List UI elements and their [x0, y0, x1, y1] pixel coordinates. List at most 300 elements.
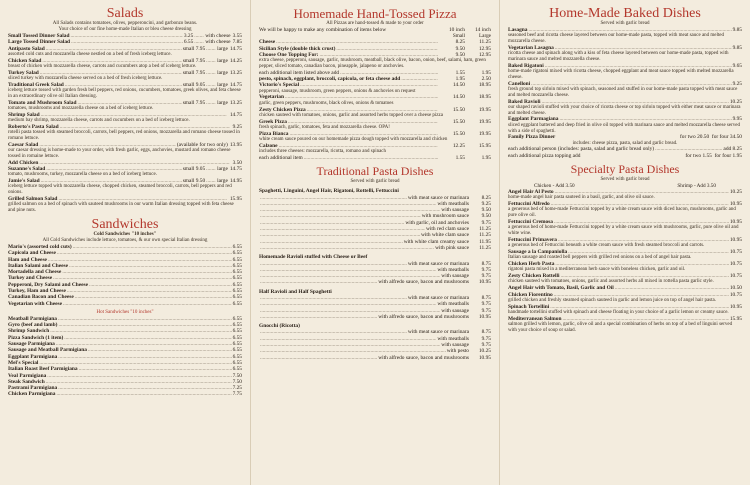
- gnocchi-list: [259, 329, 491, 360]
- menu-option-name: with alfredo sauce, bacon and mushrooms: [378, 313, 469, 320]
- pizza-large-price: 19.95: [478, 130, 491, 137]
- dot-leader: [307, 107, 438, 113]
- pizza-small-price: 12.25: [452, 142, 465, 149]
- menu-item-price: 6.55: [232, 250, 242, 257]
- hot-sandwiches-title: Hot Sandwiches "10 inches": [96, 309, 154, 315]
- menu-item-name: Spinach Tortellini: [508, 303, 550, 310]
- menu-item-price: 6.55: [232, 353, 242, 360]
- cold-sandwiches-title: Cold Sandwiches "10 inches": [93, 231, 157, 237]
- salad-name: Traditional Greek Salad: [8, 81, 64, 88]
- menu-option-price: 9.75: [481, 266, 491, 273]
- add-chicken: Chicken - Add 3.50: [534, 183, 575, 190]
- salad-name: Shrimp Salad: [8, 111, 40, 118]
- menu-item-name: Sausage Parmigiana: [8, 341, 55, 348]
- menu-item-price: 6.55: [232, 347, 242, 354]
- family-extra-topping-four: for four 1.95: [714, 152, 742, 159]
- menu-item-desc: home-made rigatoni mixed with ricotta cheese, chopped eggplant and meat sauce topped with melted mozzarella cheese.: [508, 69, 734, 80]
- menu-item-price: 7.75: [232, 391, 242, 398]
- menu-item-desc: our shaped ravioli stuffed with your choice of ricotta cheese or top sirloin topped with either meat sauce or marinara and melted cheese.: [508, 104, 741, 116]
- menu-option-name: with meat sauce or marinara: [407, 329, 469, 336]
- salad-extra: large: [217, 69, 228, 76]
- salads-subtitle-2: Your choice of our fine home-made Italian or bleu cheese dressing: [58, 27, 192, 32]
- menu-item-price: 10.25: [729, 189, 742, 196]
- pasta-subtitle: Served with garlic bread: [350, 179, 400, 185]
- menu-option-name: with meatballs: [437, 200, 469, 207]
- menu-item-desc: grilled chicken and freshly steamed spinach sauteed in garlic and lemon juice on top of angel hair pasta.: [508, 297, 716, 303]
- salad-desc: tomatoes, mushrooms and mozzarella cheese on a bed of iceberg lettuce.: [8, 106, 154, 112]
- pizza-name: Choose One Topping For:: [259, 51, 319, 58]
- menu-item-name: Pizza Sandwich (1 item): [8, 334, 64, 341]
- hot-sandwiches-list: [8, 316, 242, 398]
- pizza-name: Zesty Chicken Pizza: [259, 106, 306, 113]
- menu-item-name: Baked Ravioli: [508, 98, 541, 105]
- menu-item-desc: sliced eggplant battered and deep fried in olive oil topped with marinara sauce and melted mozzarella cheese served with a side of spaghetti.: [508, 122, 740, 134]
- salad-extra-price: 14.95: [229, 178, 242, 185]
- menu-item-name: Fettuccini Cremosa: [508, 219, 553, 226]
- menu-item-name: Turkey, Ham and Cheese: [8, 287, 66, 294]
- pizza-small-price: 8.25: [455, 39, 465, 46]
- menu-item-desc: a generous bed of home-made Fettuccini topped by a white cream sauce with mushrooms, garlic, pure olive oil and white wine.: [508, 225, 739, 237]
- specialty-list: [508, 189, 742, 334]
- menu-item-desc: Italian sausage and roasted bell peppers with grilled red onions on a bed of angel hair pasta.: [508, 255, 692, 261]
- pizza-small-price: 14.50: [452, 82, 465, 89]
- salad-desc: rotelli pasta tossed with steamed broccoli, carrots, bell peppers, red onions, mozzarella and romano cheese tossed in romano lettuce.: [8, 130, 240, 142]
- salad-extra: with cheese: [205, 33, 231, 39]
- dot-leader: [542, 99, 729, 105]
- pizza-small-price: 9.50: [455, 51, 465, 58]
- menu-item-price: 6.55: [232, 287, 242, 294]
- menu-option-name: with pink sauce: [435, 244, 469, 251]
- menu-option-price: 11.95: [479, 238, 491, 245]
- salad-extra-price: 14.75: [229, 81, 242, 88]
- menu-item-name: Sausage a la Campaniolla: [508, 249, 568, 255]
- menu-item-price: 9.85: [732, 44, 742, 51]
- menu-item-price: 6.55: [232, 256, 242, 263]
- salad-extra-price: 13.25: [229, 99, 242, 106]
- menu-option-name: with meat sauce or marinara: [407, 260, 469, 267]
- menu-item-desc: ricotta cheese and spinach along with a kiss of feta cheese layered between our home-made pasta, topped with marinara sauce and melted mozzarella cheese.: [508, 51, 729, 62]
- salad-name: Grilled Salmon Salad: [8, 196, 58, 203]
- menu-option-price: 9.50: [481, 207, 491, 214]
- pizza-small-price: 14.50: [452, 94, 465, 101]
- salad-name: Antipasto Salad: [8, 45, 45, 52]
- menu-option-name: with pesto: [446, 348, 469, 355]
- salad-name: Caesar Salad: [8, 141, 39, 148]
- pizza-desc: garlic, green peppers, mushrooms, black olives, onions & tomatoes: [259, 100, 394, 106]
- salad-extra: large: [217, 178, 228, 185]
- menu-item-price: 6.55: [232, 315, 242, 322]
- menu-option-name: with meatballs: [437, 266, 469, 273]
- menu-item-name: Gyro (beef and lamb): [8, 322, 58, 329]
- menu-item-price: 10.75: [729, 291, 742, 298]
- ravioli-heading: Homemade Ravioli stuffed with Cheese or Beef: [259, 254, 368, 261]
- menu-item-desc: handmade tortellini stuffed with spinach and cheese floating in your choice of a garlic lemon or creamy sauce.: [508, 309, 729, 315]
- spaghetti-heading: Spaghetti, Linguini, Angel Hair, Rigatoni, Rottelli, Fettuccini: [259, 188, 399, 195]
- pizza-name: pesto, spinach, eggplant, broccoli, capicola, or feta cheese add: [259, 76, 401, 83]
- dot-leader: [206, 70, 216, 76]
- menu-item-price: 10.95: [729, 201, 742, 208]
- menu-item: [508, 292, 742, 298]
- specialty-subtitle: Served with garlic bread: [600, 177, 650, 183]
- pizza-subtitle: All Pizzas are hand-tossed & made to your order: [326, 21, 424, 26]
- pizza-size-small-inch: 10 inch: [448, 27, 465, 33]
- spaghetti-list: [259, 195, 491, 252]
- menu-option-price: 8.75: [481, 329, 491, 336]
- dot-leader: [260, 279, 377, 285]
- half-ravioli-list: [259, 295, 491, 320]
- menu-item-name: Vegetarian Lasagna: [508, 44, 554, 51]
- sandwiches-title: Sandwiches: [91, 216, 159, 232]
- pizza-item: [259, 155, 491, 161]
- menu-item-price: 10.95: [729, 219, 742, 226]
- salad-name: Tomato and Mushroom Salad: [8, 99, 77, 106]
- add-shrimp: Shrimp - Add 3.50: [677, 183, 716, 190]
- salad-desc: tomato, mushrooms, turkey, mozzarella cheese on a bed of iceberg lettuce.: [8, 172, 157, 178]
- menu-item-desc: fresh ground top sirloin mixed with spinach, seasoned and stuffed in our home-made pasta topped with meat sauce and melted mozzarella cheese.: [508, 86, 738, 98]
- pizza-desc: fresh spinach, garlic, tomatoes, feta and mozzarella cheese. OPA!: [259, 124, 390, 130]
- salad-price: small 7.95: [182, 69, 206, 76]
- menu-item-name: Chicken Herb Pasta: [508, 261, 555, 268]
- pizza-desc: extra cheese, pepperoni, sausage, garlic, mushroom, meatball, black olive, bacon, onion, beef, salami, ham, green pepper, sliced tomato, canadian bacon, pineapple, jalapeno or anchovies.: [259, 58, 486, 69]
- menu-item-name: Meatball Parmigiana: [8, 315, 57, 322]
- family-dinner-row: [508, 134, 742, 140]
- pizza-name: Cheese: [259, 39, 276, 46]
- pizza-name: Pizza Bianca: [259, 130, 289, 137]
- pizza-name: Sicilian Style (double thick crust): [259, 45, 336, 52]
- pizza-small-price: 15.50: [452, 118, 465, 125]
- pizza-large-price: 15.95: [478, 142, 491, 149]
- menu-option-price: 11.25: [479, 226, 491, 233]
- menu-item-name: Italian Salami and Cheese: [8, 262, 69, 269]
- family-extra-person: each additional person (includes: pasta, salad and garlic bread only): [508, 146, 655, 153]
- pizza-name: Victorio's Special: [259, 82, 300, 89]
- salad-desc: iceberg lettuce topped with mozzarella cheese, chopped chicken, steamed broccoli, carrots, bell peppers and red onions.: [8, 184, 232, 196]
- menu-item-desc: chicken sauteed with tomatoes, onions, garlic and assorted herbs all mixed in rottella pasta garlic style.: [508, 279, 714, 285]
- salad-price: 6.55: [183, 39, 194, 46]
- pizza-intro: We will be happy to make any combination of items below: [259, 27, 387, 33]
- salad-price: 3.25: [183, 33, 194, 39]
- dot-leader: [63, 301, 232, 307]
- menu-option-name: with alfredo sauce, bacon and mushrooms: [378, 279, 469, 286]
- menu-option-price: 8.75: [481, 294, 491, 301]
- menu-item-price: 7.25: [232, 385, 242, 392]
- salad-desc: sliced turkey with mozzarella cheese served on a bed of fresh iceberg lettuce.: [8, 76, 163, 82]
- pizza-name: each additional item: [259, 154, 303, 161]
- salad-price: small 7.95: [182, 57, 206, 64]
- pizza-item: [259, 82, 491, 88]
- pizza-size-large-inch: 14 inch: [474, 27, 491, 33]
- menu-item-price: 10.25: [729, 98, 742, 105]
- menu-option: [259, 355, 491, 361]
- menu-item-name: Mario's (assorted cold cuts): [8, 243, 72, 250]
- salad-name: Small Tossed Dinner Salad: [8, 33, 70, 39]
- menu-item-name: Mel's Special: [8, 359, 39, 366]
- menu-item-desc: a generous bed of home-made Fettuccini topped by a white cream sauce with diced bacon, mushrooms, garlic and pure olive oil.: [508, 207, 736, 219]
- dot-leader: [304, 155, 438, 161]
- dot-leader: [260, 245, 434, 251]
- menu-option-name: with meat sauce or marinara: [407, 294, 469, 301]
- menu-item-desc: a generous bed of Fettuccini beneath a white cream sauce with fresh steamed broccoli and carrots.: [508, 243, 705, 249]
- menu-option: [259, 314, 491, 320]
- menu-option-name: with meatballs: [437, 301, 469, 308]
- pizza-large-price: 2.50: [481, 76, 491, 83]
- dot-leader: [206, 46, 216, 52]
- pizza-small-price: 1.95: [455, 76, 465, 83]
- menu-option-price: 8.75: [481, 260, 491, 267]
- salad-extra-price: 7.85: [232, 39, 242, 46]
- menu-item-desc: salmon grilled with lemon, garlic, olive oil and a special combination of herbs on top of a bed of linguini served with your choice of soup or salad.: [508, 322, 733, 333]
- salad-desc: assorted cold cuts and mozzarella cheese nestled on a bed of fresh iceberg lettuce.: [8, 51, 172, 57]
- dot-leader: [206, 166, 216, 172]
- salad-extra-price: 14.75: [229, 45, 242, 52]
- salad-price: small 9.50: [182, 178, 206, 185]
- salad-name: Add Chicken: [8, 159, 39, 166]
- menu-option-price: 8.25: [481, 194, 491, 201]
- baked-subtitle: Served with garlic bread: [600, 21, 650, 26]
- menu-option-name: with meatballs: [437, 335, 469, 342]
- menu-option-price: 10.25: [478, 348, 491, 355]
- menu-item-name: Pastrami Parmigiana: [8, 385, 58, 392]
- salad-name: Suzanne's Salad: [8, 166, 46, 173]
- pizza-small-price: 1.55: [455, 154, 465, 161]
- pizza-item: [259, 107, 491, 113]
- dot-leader: [300, 82, 438, 88]
- menu-item-name: Capicola and Cheese: [8, 250, 56, 257]
- salad-price: small 7.95: [182, 99, 206, 106]
- salad-price: small 9.05: [182, 166, 206, 173]
- menu-item-desc: rigatoni pasta mixed in a mediterranean herb sauce with boneless chicken, garlic and oil.: [508, 267, 686, 273]
- menu-item-name: Mortadella and Cheese: [8, 269, 62, 276]
- pizza-large-price: 1.95: [481, 69, 491, 76]
- salad-extra-price: 15.95: [229, 196, 242, 203]
- salads-title: Salads: [106, 6, 144, 21]
- menu-item-price: 10.75: [729, 249, 742, 255]
- cold-sandwiches-subtitle: All Cold Sandwiches include lettuce, tomatoes, & our own special Italian dressing: [42, 237, 208, 243]
- pizza-large-price: 12.95: [478, 51, 491, 58]
- menu-option-name: with sausage: [441, 342, 469, 349]
- pizza-large-price: 1.95: [481, 154, 491, 161]
- salad-extra-price: 13.25: [229, 69, 242, 76]
- menu-item-price: 10.50: [729, 285, 742, 292]
- family-dinner-desc: includes: cheese pizza, pasta, salad and garlic bread.: [572, 140, 678, 146]
- menu-item-price: 6.55: [232, 334, 242, 341]
- menu-item-price: 6.55: [232, 243, 242, 250]
- menu-item-name: Vegetarian with Cheese: [8, 300, 62, 307]
- menu-option-price: 9.75: [481, 342, 491, 349]
- pizza-large-price: 11.25: [479, 39, 491, 46]
- family-extra-topping-row: [508, 153, 742, 159]
- menu-item-name: Canadian Bacon and Cheese: [8, 294, 74, 301]
- menu-item-name: Mediterranean Salmon: [508, 315, 562, 322]
- salad-desc: iceberg lettuce tossed with garden fresh bell peppers, red onions, cucumbers, tomatoes, greek olives, and feta cheese in an extraordinary olive oil Italian dressing.: [8, 88, 241, 99]
- menu-item-price: 9.25: [732, 80, 742, 87]
- menu-item-price: 6.55: [232, 275, 242, 282]
- menu-option-price: 9.25: [481, 200, 491, 207]
- salads-list: [8, 33, 242, 214]
- menu-option: [259, 245, 491, 251]
- menu-option-name: with sausage: [441, 207, 469, 214]
- menu-item-price: 15.95: [729, 315, 742, 322]
- menu-option-price: 11.25: [479, 232, 491, 239]
- salad-extra: large: [217, 57, 228, 64]
- menu-option-name: with garlic, oil and anchovies: [405, 219, 469, 226]
- salad-price: small 9.05: [182, 81, 206, 88]
- menu-item-name: Chicken Parmigiana: [8, 391, 56, 398]
- pizza-large-price: 12.95: [478, 45, 491, 52]
- salad-extra-price: 3.50: [232, 159, 242, 166]
- menu-item-name: Fettuccini Alfredo: [508, 201, 550, 208]
- menu-item-name: Italian Roast Beef Parmigiana: [8, 366, 78, 373]
- baked-specialty-column: [500, 0, 750, 485]
- menu-item-name: Canelloni: [508, 80, 531, 87]
- salad-price: small 7.95: [182, 45, 206, 52]
- pizza-large-price: 18.95: [478, 82, 491, 89]
- pizza-desc: white cream sauce poured on our homemade pizza dough topped with mozzarella and chicken: [259, 137, 448, 143]
- menu-option-price: 10.95: [478, 354, 491, 361]
- menu-item-name: Eggplant Parmagiana: [508, 116, 559, 123]
- pizza-item: [259, 94, 491, 100]
- salad-desc: breast of chicken with mozzarella cheese, carrots and cucumbers atop a bed of iceberg lettuce.: [8, 63, 197, 69]
- salad-name: Large Tossed Dinner Salad: [8, 39, 71, 46]
- menu-item-price: 6.55: [232, 294, 242, 301]
- menu-item: [508, 116, 742, 122]
- menu-option: [259, 279, 491, 285]
- salad-extra-price: 9.25: [232, 123, 242, 130]
- menu-item-price: 9.95: [732, 116, 742, 123]
- pizza-name: each additional item listed above add: [259, 69, 340, 76]
- menu-item-price: 6.55: [232, 262, 242, 269]
- menu-item-name: Turkey and Cheese: [8, 275, 53, 282]
- pizza-desc: chicken sauteed with tomatoes, onions, garlic and assorted herbs topped over a cheese pizza: [259, 112, 443, 118]
- salad-extra-price: 3.55: [232, 33, 242, 39]
- baked-list: [508, 27, 742, 134]
- dot-leader: [554, 292, 729, 298]
- menu-option-price: 11.25: [479, 244, 491, 251]
- pizza-small-price: 9.50: [455, 45, 465, 52]
- pizza-small-price: 1.55: [455, 69, 465, 76]
- dot-leader: [46, 46, 182, 52]
- salad-extra-price: 14.75: [229, 111, 242, 118]
- menu-item-name: Sausage and Meatball Parmigiana: [8, 347, 87, 354]
- menu-item-price: 10.75: [729, 273, 742, 280]
- pizza-pasta-column: [250, 0, 500, 485]
- salad-extra-price: 14.75: [229, 166, 242, 173]
- menu-option-name: with mushroom sauce: [421, 213, 469, 220]
- pizza-small-price: 15.50: [452, 130, 465, 137]
- salad-extra: large: [217, 99, 228, 106]
- dot-leader: [285, 94, 438, 100]
- menu-option-name: with white clam sauce: [420, 232, 469, 239]
- salad-desc: grilled salmon on a bed of spinach with sauteed mushrooms in our warm Italian dressing topped with feta cheese and pine nuts.: [8, 202, 234, 214]
- pizza-title: Homemade Hand-Tossed Pizza: [293, 6, 457, 21]
- menu-option-name: with sausage: [441, 273, 469, 280]
- salad-extra-price: 13.95: [229, 141, 242, 148]
- menu-item-price: 10.95: [729, 236, 742, 243]
- family-dinner-for-four: for four 34.50: [711, 134, 742, 141]
- menu-option-name: with sausage: [441, 307, 469, 314]
- menu-item-price: 6.55: [232, 300, 242, 307]
- salad-extra-price: 14.25: [229, 57, 242, 64]
- dot-leader: [260, 314, 377, 320]
- pizza-size-large: Large: [478, 33, 491, 40]
- menu-option-price: 10.95: [478, 313, 491, 320]
- menu-option-price: 9.50: [481, 213, 491, 220]
- pizza-name: Vegetarian: [259, 94, 284, 101]
- salad-extra: large: [217, 81, 228, 88]
- half-heading: Half Ravioli and Half Spaghetti: [259, 288, 332, 295]
- dot-leader: [559, 116, 731, 122]
- menu-option-price: 9.75: [481, 273, 491, 280]
- salad-desc: our caesar dressing is home-made to your order, with fresh garlic, eggs, anchovies, mustard and romano cheese tossed in romaine lettuce.: [8, 148, 231, 159]
- pizza-desc: pepperoni, sausage, mushroom, green peppers, onions & anchovies on request: [259, 88, 416, 94]
- menu-item-name: Pepperoni, Dry Salami and Cheese: [8, 281, 89, 288]
- dot-leader: [206, 58, 216, 64]
- menu-item-price: 9.65: [732, 62, 742, 69]
- pizza-small-price: 15.50: [452, 106, 465, 113]
- family-dinner-for-two: for two 20.50: [680, 134, 710, 141]
- menu-item-name: Steak Sandwich: [8, 378, 45, 385]
- menu-option-price: 10.95: [478, 279, 491, 286]
- pizza-large-price: 18.95: [478, 94, 491, 101]
- salad-extra: large: [217, 45, 228, 52]
- family-extra-person-price: add 8.25: [723, 146, 742, 153]
- menu-item-name: Shrimp Sandwich: [8, 328, 50, 335]
- menu-item: [508, 99, 742, 105]
- menu-item-name: Baked Rigatoni: [508, 62, 544, 69]
- menu-option-price: 9.75: [481, 219, 491, 226]
- pizza-name: Greek Pizza: [259, 118, 287, 125]
- menu-item-name: Zesty Chicken Rottelli: [508, 273, 560, 280]
- menu-item-name: Veal Parmigiana: [8, 372, 47, 379]
- menu-item-price: 6.55: [232, 359, 242, 366]
- salad-item: [8, 46, 242, 52]
- specialty-title: Specialty Pasta Dishes: [570, 162, 680, 177]
- menu-item-name: Fettuccini Primavera: [508, 236, 557, 243]
- salad-name: Jamie's Salad: [8, 178, 40, 185]
- pizza-large-price: 19.95: [478, 106, 491, 113]
- menu-item-price: 7.50: [232, 378, 242, 385]
- menu-item-name: Angel Hair with Tomato, Basil, Garlic and Oil: [508, 285, 614, 292]
- menu-item: [8, 301, 242, 307]
- pasta-title: Traditional Pasta Dishes: [316, 164, 434, 179]
- menu-item-price: 9.85: [732, 27, 742, 33]
- menu-option-price: 9.75: [481, 301, 491, 308]
- pizza-list: [259, 39, 491, 161]
- salad-name: Chicken Salad: [8, 57, 42, 64]
- baked-title: Home-Made Baked Dishes: [549, 6, 701, 21]
- menu-item-desc: home-made angel hair pasta sauteed in a basil, garlic, and olive oil sauce.: [508, 195, 655, 201]
- dot-leader: [56, 391, 231, 397]
- menu-item-price: 6.55: [232, 328, 242, 335]
- menu-option-name: with meat sauce or marinara: [407, 194, 469, 201]
- pizza-desc: includes three cheeses: mozzarella, ricotta, romano and spinach: [259, 149, 387, 155]
- menu-item-price: 10.95: [729, 303, 742, 310]
- salad-name: Roberto's Pasta Salad: [8, 123, 59, 130]
- salad-extra: large: [217, 166, 228, 173]
- menu-item-price: 10.75: [729, 261, 742, 268]
- menu-item-name: Lasagna: [508, 27, 528, 33]
- menu-item-desc: seasoned beef and ricotta cheese layered between our home-made pasta, topped with meat sauce and melted mozzarella cheese.: [508, 33, 725, 45]
- pizza-large-price: 19.95: [478, 118, 491, 125]
- menu-item-name: Chicken Fiorentino: [508, 291, 553, 298]
- family-extra-topping: each additional pizza topping add: [508, 152, 581, 159]
- menu-option-name: with white clam creamy sauce: [403, 238, 469, 245]
- pizza-size-small: Small: [452, 33, 465, 40]
- menu-item-name: Ham and Cheese: [8, 256, 47, 263]
- menu-item-price: 7.50: [232, 372, 242, 379]
- dot-leader: [206, 100, 216, 106]
- pizza-name: Calzone: [259, 142, 278, 149]
